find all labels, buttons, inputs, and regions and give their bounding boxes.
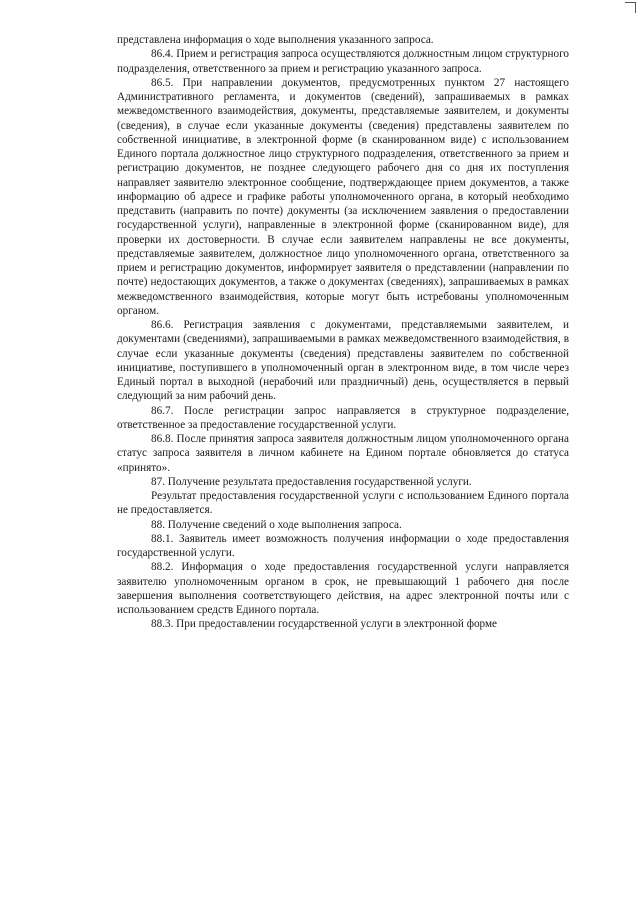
paragraph-88-1: 88.1. Заявитель имеет возможность получения информации о ходе предоставления государственной услуги. <box>117 532 569 559</box>
paragraph-86-4: 86.4. Прием и регистрация запроса осуществляются должностным лицом структурного подразделения, ответственного за прием и регистрацию указанного запроса. <box>117 48 569 75</box>
paragraph-continuation: представлена информация о ходе выполнения указанного запроса. <box>117 34 434 46</box>
paragraph-86-7: 86.7. После регистрации запрос направляется в структурное подразделение, ответственное за предоставление государственной услуги. <box>117 404 569 431</box>
paragraph-88: 88. Получение сведений о ходе выполнения запроса. <box>151 518 402 531</box>
corner-mark <box>625 2 636 13</box>
paragraph-87: 87. Получение результата предоставления государственной услуги. <box>151 475 472 488</box>
paragraph-86-8: 86.8. После принятия запроса заявителя должностным лицом уполномоченного органа статус запроса заявителя в личном кабинете на Едином портале обновляется до статуса «принято». <box>117 433 569 474</box>
paragraph-87-result: Результат предоставления государственной услуги с использованием Единого портала не предоставляется. <box>117 490 569 517</box>
paragraph-88-2: 88.2. Информация о ходе предоставления государственной услуги направляется заявителю уполномоченным органом в срок, не превышающий 1 рабочего дня после завершения выполнения соответствующего действия, на адрес электронной почты или с использованием средств Единого портала. <box>117 561 569 616</box>
document-body <box>117 33 569 632</box>
paragraph-86-5: 86.5. При направлении документов, предусмотренных пунктом 27 настоящего Административного регламента, и документов (сведений), запрашиваемых в рамках межведомственного взаимодействия, документы, представляемые заявителем, и документы (сведения), в случае если указанные документы (сведения) представлены заявителем по собственной инициативе, в электронной форме (в сканированном виде) с использованием Единого портала должностное лицо структурного подразделения, ответственного за прием и регистрацию документов, не позднее следующего рабочего дня со дня их поступления направляет заявителю электронное сообщение, подтверждающее прием документов, а также информацию об адресе и графике работы уполномоченного органа, в который необходимо представить (направить по почте) документы (за исключением заявления о предоставлении государственной услуги), направленные в электронной форме (сканированном виде), для проверки их достоверности. В случае если заявителем направлены не все документы, представляемые заявителем, должностное лицо уполномоченного органа, ответственного за прием и регистрацию документов, информирует заявителя о представлении (направлении по почте) недостающих документов, а также о документах (сведениях), запрашиваемых в рамках межведомственного взаимодействия, которые могут быть истребованы уполномоченным органом. <box>117 76 569 317</box>
paragraph-88-3: 88.3. При предоставлении государственной услуги в электронной форме <box>151 618 498 631</box>
paragraph-86-6: 86.6. Регистрация заявления с документами, представляемыми заявителем, и документами (сведениями), запрашиваемыми в рамках межведомственного взаимодействия, в случае если указанные документы (сведения) представлены заявителем по собственной инициативе, поступившего в уполномоченный орган в электронном виде, в том числе через Единый портал в выходной (нерабочий или праздничный) день, осуществляется в первый следующий за ним рабочий день. <box>117 319 569 403</box>
